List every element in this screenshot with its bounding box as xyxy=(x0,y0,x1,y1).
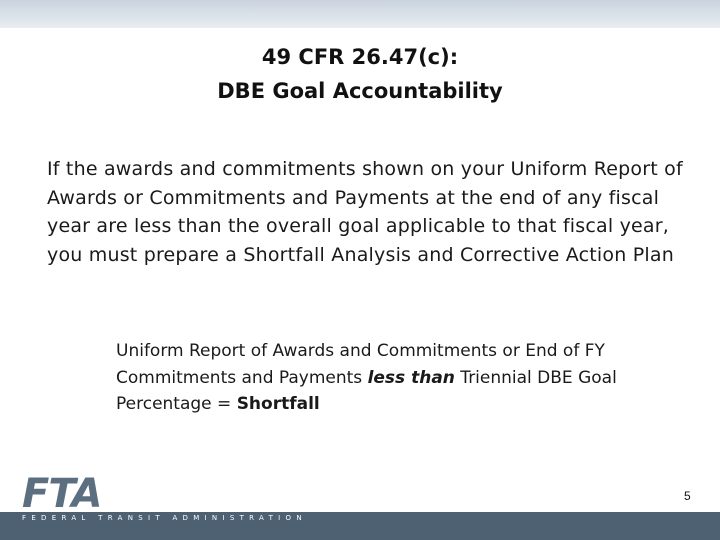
fta-logo-subtext: FEDERAL TRANSIT ADMINISTRATION xyxy=(22,514,307,522)
fta-logo xyxy=(22,471,307,524)
formula-part-2: Triennial DBE Goal Percentage = xyxy=(116,367,617,414)
title-line-2: DBE Goal Accountability xyxy=(217,79,503,103)
formula-emphasis: less than xyxy=(367,367,455,388)
formula-result: Shortfall xyxy=(236,394,320,414)
body-paragraph: If the awards and commitments shown on your Uniform Report of Awards or Commitments and Payments at the end of any fiscal year are less than the overall goal applicable to that fiscal year, you must prepare a Shortfall Analysis and Corrective Action Plan xyxy=(47,158,683,266)
formula-part-1: Uniform Report of Awards and Commitments or End of FY Commitments and Payments xyxy=(116,341,605,388)
shortfall-formula xyxy=(116,338,676,418)
page-number: 5 xyxy=(684,489,691,503)
fta-logo-mark: FTA xyxy=(22,471,102,517)
header-band xyxy=(0,0,720,28)
title-line-1: 49 CFR 26.47(c): xyxy=(261,45,459,69)
slide-title xyxy=(0,40,720,108)
